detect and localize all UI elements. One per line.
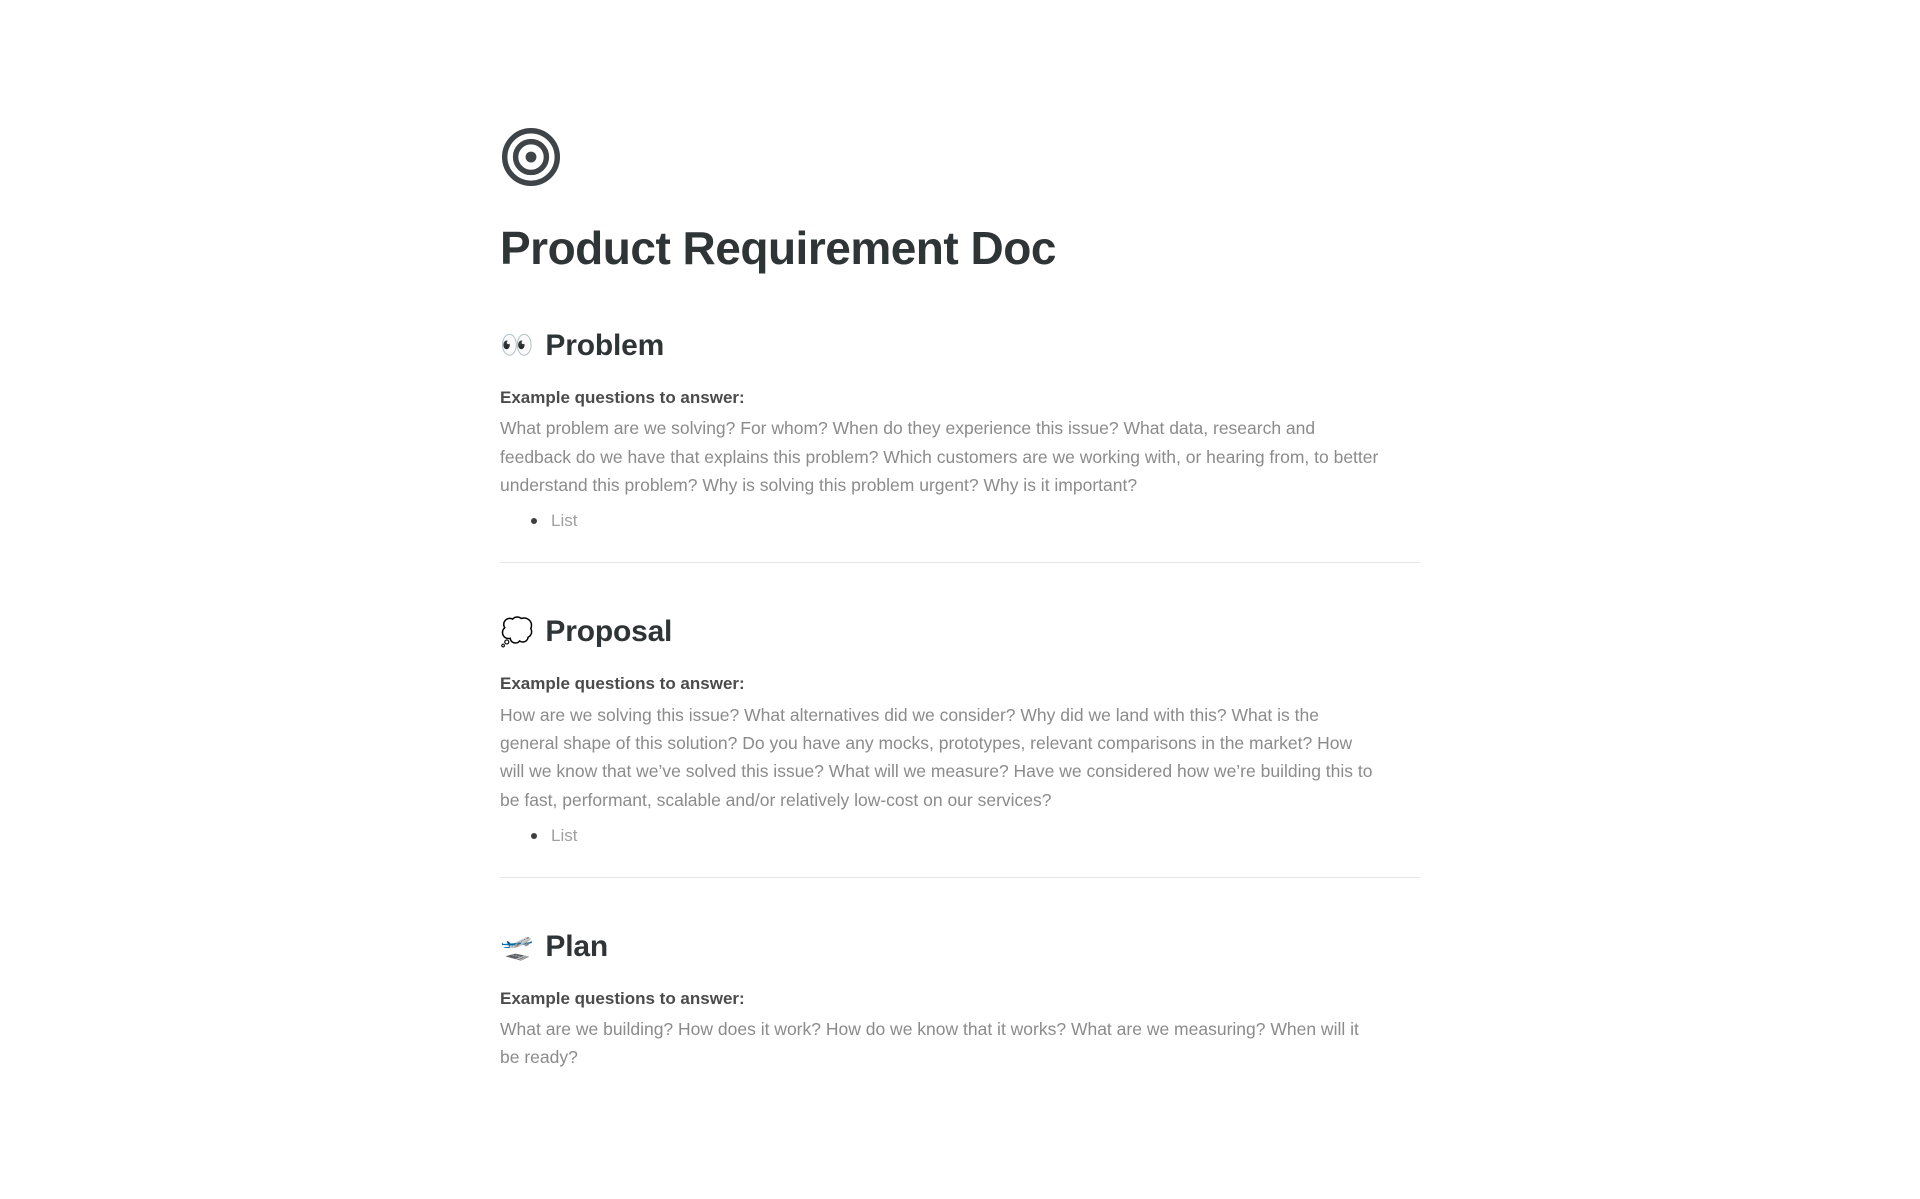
section-label: Example questions to answer: [500, 674, 745, 694]
section-heading [500, 329, 1420, 363]
section-body: What problem are we solving? For whom? When do they experience this issue? What data, research and feedback do we have that explains this problem? Which customers are we working with, or hearing from, to better understand this problem? Why is solving this problem urgent? Why is it important? [500, 418, 1379, 495]
section-body: How are we solving this issue? What alternatives did we consider? Why did we land with this? What is the general shape of this solution? Do you have any mocks, prototypes, relevant comparisons in the market? How will we know that we’ve solved this issue? What will we measure? Have we considered how we’re building this to be fast, performant, scalable and/or relatively low-cost on our services? [500, 704, 1373, 810]
list-item[interactable]: List [529, 507, 1420, 536]
section-title: Plan [545, 929, 608, 963]
section-list [500, 822, 1420, 851]
section-label: Example questions to answer: [500, 988, 745, 1008]
section-list [500, 507, 1420, 536]
list-item[interactable]: List [529, 822, 1420, 851]
section-heading [500, 615, 1420, 649]
page-title: Product Requirement Doc [500, 222, 1056, 274]
thought-balloon-emoji: 💭 [500, 616, 534, 647]
document-body [500, 0, 1420, 1098]
section-label: Example questions to answer: [500, 387, 745, 407]
section-body: What are we building? How does it work? How do we know that it works? What are we measuring? When will it be ready? [500, 1019, 1359, 1068]
target-icon[interactable] [502, 128, 560, 186]
section-plan [500, 930, 1420, 1098]
section-heading [500, 930, 1420, 964]
section-title: Proposal [545, 615, 673, 649]
section-title: Problem [545, 328, 665, 362]
section-problem [500, 329, 1420, 563]
airplane-departure-emoji: 🛫 [500, 931, 534, 962]
section-proposal [500, 615, 1420, 878]
eyes-emoji: 👀 [500, 330, 534, 361]
